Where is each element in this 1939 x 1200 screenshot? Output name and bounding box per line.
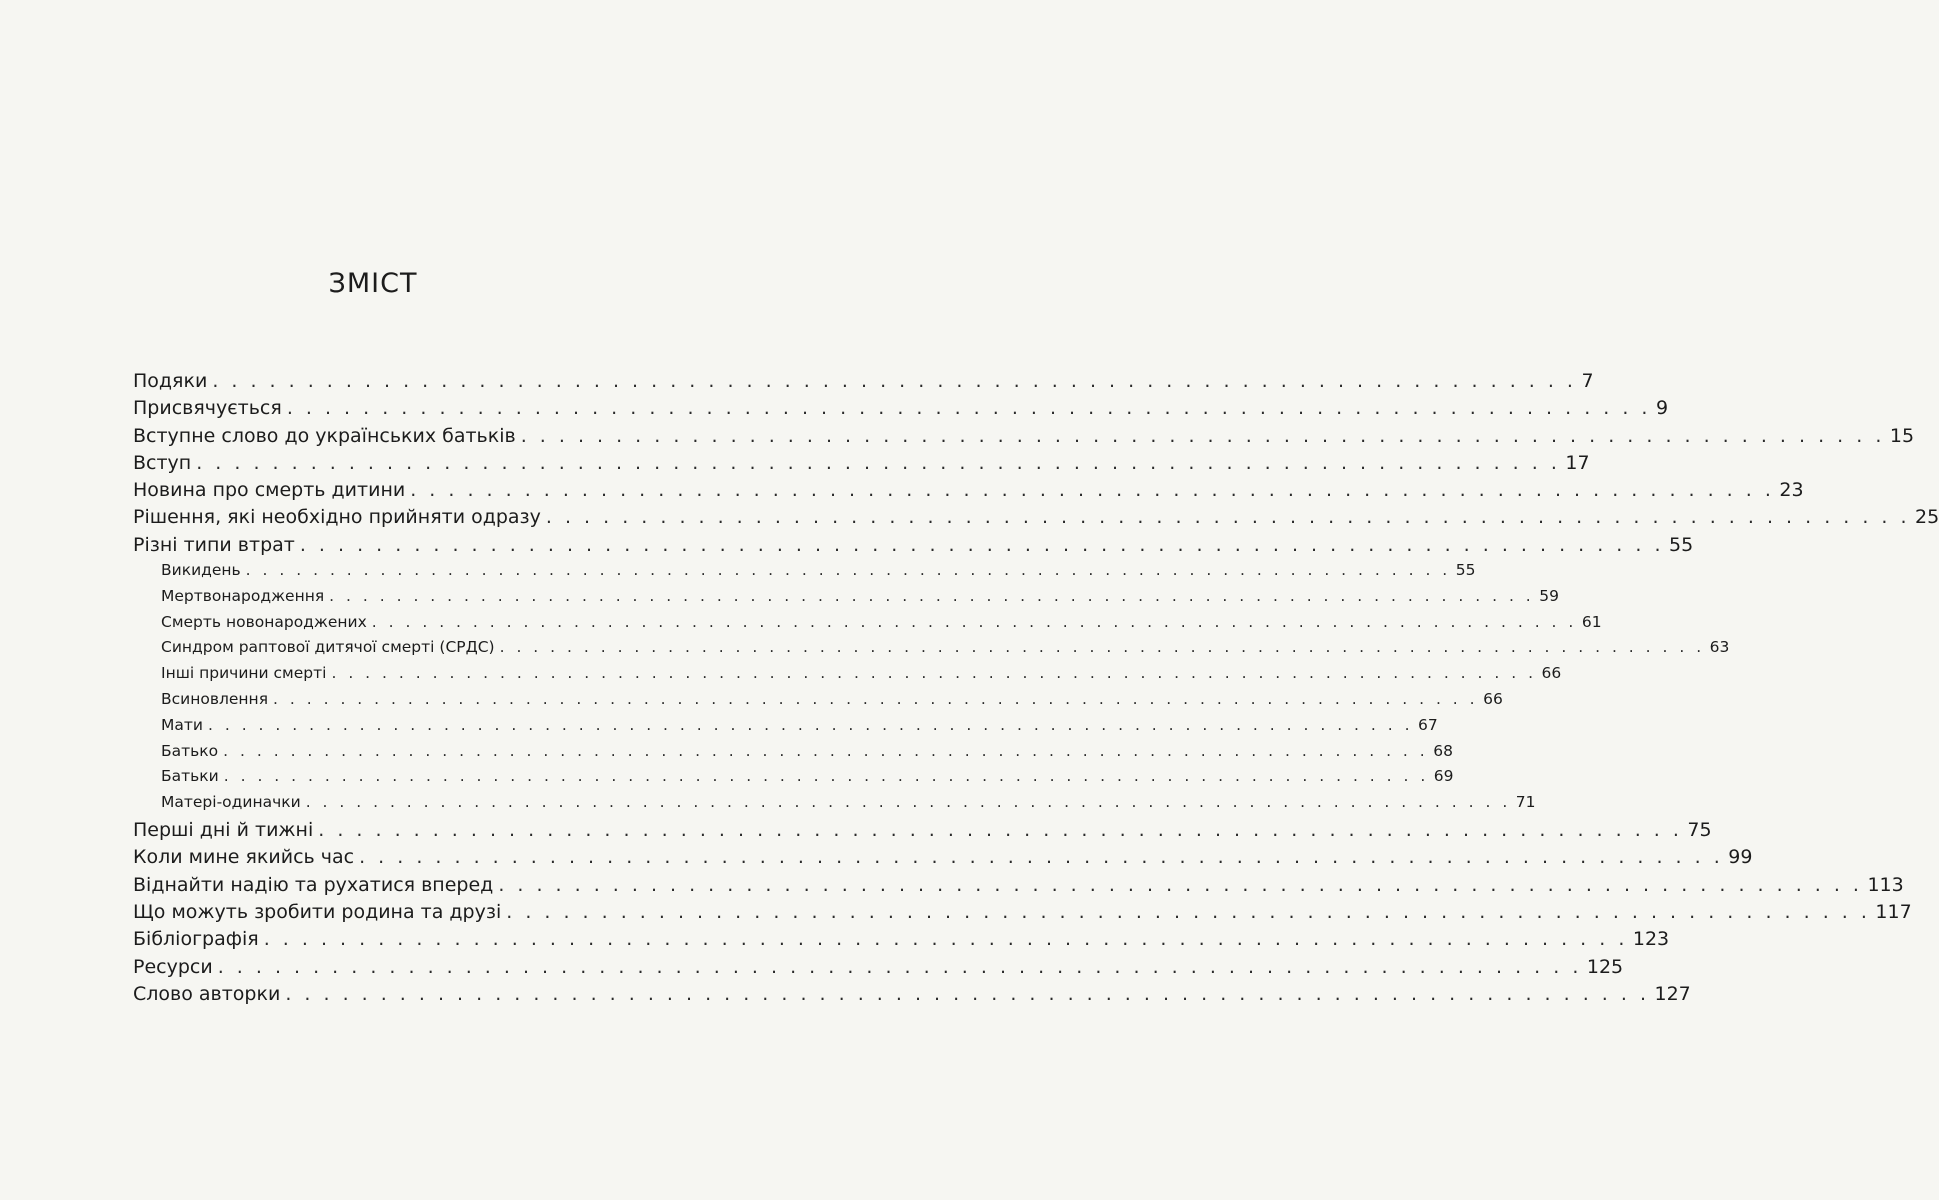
toc-entry-page-number: 63 (1709, 638, 1730, 657)
toc-entry-page-number: 55 (1455, 561, 1476, 580)
toc-entry-page-number: 123 (1632, 928, 1670, 951)
toc-subentry (133, 561, 1476, 587)
toc-entry-label: Коли мине якийсь час (133, 846, 355, 869)
toc-entry-label: Вступне слово до українських батьків (133, 424, 516, 447)
toc-subentry (133, 715, 1438, 742)
toc-entry (133, 533, 1694, 561)
toc-entry (133, 397, 1669, 424)
toc-entry-page-number: 66 (1483, 690, 1503, 709)
toc-entry-page-number: 125 (1586, 955, 1624, 978)
toc-entry (133, 982, 1691, 1010)
toc-entry-page-number: 9 (1655, 397, 1669, 420)
toc-entry-label: Подяки (133, 370, 208, 392)
toc-entry-page-number: 99 (1728, 846, 1753, 869)
toc-entry-label: Що можуть зробити родина та друзі (133, 900, 502, 923)
toc-entry-label: Перші дні й тижні (133, 819, 314, 842)
toc-entry-label: Викидень (161, 561, 241, 580)
toc-entry-label: Всиновлення (161, 690, 269, 709)
dot-leader: . . . . . . . . . . . . . . . . . . . . . . . . . . . . . . . . . . . . . . . . . . . . . . . . . . . . . . . . . . . . . . . . . . . . . . . . (196, 451, 1561, 474)
toc-entry-page-number: 61 (1581, 612, 1602, 631)
dot-leader: . . . . . . . . . . . . . . . . . . . . . . . . . . . . . . . . . . . . . . . . . . . . . . . . . . . . . . . . . . . . . . . . . . . . . . . . (223, 767, 1429, 786)
dot-leader: . . . . . . . . . . . . . . . . . . . . . . . . . . . . . . . . . . . . . . . . . . . . . . . . . . . . . . . . . . . . . . . . . . . . . . . . (359, 846, 1724, 869)
dot-leader: . . . . . . . . . . . . . . . . . . . . . . . . . . . . . . . . . . . . . . . . . . . . . . . . . . . . . . . . . . . . . . . . . . . . . . . . (331, 664, 1537, 683)
toc-entry-label: Різні типи втрат (133, 533, 295, 556)
toc-entry-page-number: 59 (1539, 586, 1559, 605)
toc-entry-label: Батько (161, 741, 219, 760)
dot-leader: . . . . . . . . . . . . . . . . . . . . . . . . . . . . . . . . . . . . . . . . . . . . . . . . . . . . . . . . . . . . . . . . . . . . . . . . (273, 690, 1479, 709)
toc-subentry (133, 793, 1536, 819)
toc-entry-page-number: 113 (1867, 873, 1904, 896)
toc-entry-label: Мати (161, 715, 203, 734)
dot-leader: . . . . . . . . . . . . . . . . . . . . . . . . . . . . . . . . . . . . . . . . . . . . . . . . . . . . . . . . . . . . . . . . . . . . . . . . (371, 612, 1577, 631)
toc-entry-label: Смерть новонароджених (161, 612, 367, 631)
toc-entry (133, 424, 1915, 452)
dot-leader: . . . . . . . . . . . . . . . . . . . . . . . . . . . . . . . . . . . . . . . . . . . . . . . . . . . . . . . . . . . . . . . . . . . . . . . . (245, 561, 1451, 580)
dot-leader: . . . . . . . . . . . . . . . . . . . . . . . . . . . . . . . . . . . . . . . . . . . . . . . . . . . . . . . . . . . . . . . . . . . . . . . . (498, 873, 1863, 896)
toc-entry-page-number: 71 (1515, 793, 1536, 812)
page-title: ЗМІСТ (328, 268, 418, 299)
toc-entry-label: Ресурси (133, 955, 213, 978)
toc-entry-label: Присвячується (133, 397, 282, 420)
dot-leader: . . . . . . . . . . . . . . . . . . . . . . . . . . . . . . . . . . . . . . . . . . . . . . . . . . . . . . . . . . . . . . . . . . . . . . . . (223, 741, 1429, 760)
toc-subentry (133, 612, 1602, 639)
toc-entry-label: Інші причини смерті (161, 664, 327, 683)
dot-leader: . . . . . . . . . . . . . . . . . . . . . . . . . . . . . . . . . . . . . . . . . . . . . . . . . . . . . . . . . . . . . . . . . . . . . . . . (299, 533, 1664, 556)
toc-entry-label: Батьки (161, 767, 219, 786)
toc-subentry (133, 767, 1454, 793)
dot-leader: . . . . . . . . . . . . . . . . . . . . . . . . . . . . . . . . . . . . . . . . . . . . . . . . . . . . . . . . . . . . . . . . . . . . . . . . (520, 424, 1885, 447)
toc-entry (133, 928, 1670, 955)
toc-entry (133, 479, 1804, 506)
toc-entry (133, 451, 1590, 479)
table-of-contents (133, 370, 1939, 1010)
dot-leader: . . . . . . . . . . . . . . . . . . . . . . . . . . . . . . . . . . . . . . . . . . . . . . . . . . . . . . . . . . . . . . . . . . . . . . . . (263, 928, 1628, 951)
toc-entry (133, 846, 1753, 873)
toc-entry-page-number: 17 (1565, 451, 1590, 474)
toc-entry-label: Рішення, які необхідно прийняти одразу (133, 506, 541, 529)
toc-entry-page-number: 15 (1889, 424, 1915, 447)
toc-entry (133, 819, 1712, 846)
toc-subentry (133, 690, 1503, 716)
toc-entry-label: Віднайти надію та рухатися вперед (133, 873, 494, 896)
toc-entry-label: Матері-одиначки (161, 793, 301, 812)
dot-leader: . . . . . . . . . . . . . . . . . . . . . . . . . . . . . . . . . . . . . . . . . . . . . . . . . . . . . . . . . . . . . . . . . . . . . . . . (499, 638, 1705, 657)
dot-leader: . . . . . . . . . . . . . . . . . . . . . . . . . . . . . . . . . . . . . . . . . . . . . . . . . . . . . . . . . . . . . . . . . . . . . . . . (506, 900, 1871, 923)
dot-leader: . . . . . . . . . . . . . . . . . . . . . . . . . . . . . . . . . . . . . . . . . . . . . . . . . . . . . . . . . . . . . . . . . . . . . . . . (410, 479, 1775, 502)
toc-subentry (133, 638, 1730, 664)
toc-entry-label: Новина про смерть дитини (133, 479, 406, 502)
toc-entry-page-number: 66 (1541, 664, 1562, 683)
dot-leader: . . . . . . . . . . . . . . . . . . . . . . . . . . . . . . . . . . . . . . . . . . . . . . . . . . . . . . . . . . . . . . . . . . . . . . . . (305, 793, 1511, 812)
dot-leader: . . . . . . . . . . . . . . . . . . . . . . . . . . . . . . . . . . . . . . . . . . . . . . . . . . . . . . . . . . . . . . . . . . . . . . . . (207, 715, 1414, 734)
toc-entry-page-number: 23 (1779, 479, 1804, 502)
dot-leader: . . . . . . . . . . . . . . . . . . . . . . . . . . . . . . . . . . . . . . . . . . . . . . . . . . . . . . . . . . . . . . . . . . . . . . . . (329, 586, 1535, 605)
toc-entry-page-number: 55 (1669, 533, 1694, 556)
dot-leader: . . . . . . . . . . . . . . . . . . . . . . . . . . . . . . . . . . . . . . . . . . . . . . . . . . . . . . . . . . . . . . . . . . . . . . . . (545, 506, 1911, 529)
toc-entry (133, 900, 1912, 928)
toc-entry (133, 955, 1624, 983)
toc-entry-page-number: 7 (1581, 370, 1594, 392)
toc-entry-page-number: 67 (1418, 715, 1438, 734)
dot-leader: . . . . . . . . . . . . . . . . . . . . . . . . . . . . . . . . . . . . . . . . . . . . . . . . . . . . . . . . . . . . . . . . . . . . . . . . (212, 370, 1577, 392)
toc-entry (133, 506, 1939, 533)
toc-entry-page-number: 68 (1433, 741, 1453, 760)
toc-entry-page-number: 117 (1875, 900, 1912, 923)
toc-entry-page-number: 127 (1654, 982, 1691, 1005)
toc-subentry (133, 741, 1453, 768)
toc-subentry (133, 664, 1562, 690)
toc-entry-page-number: 69 (1433, 767, 1454, 786)
dot-leader: . . . . . . . . . . . . . . . . . . . . . . . . . . . . . . . . . . . . . . . . . . . . . . . . . . . . . . . . . . . . . . . . . . . . . . . . (286, 397, 1651, 420)
toc-subentry (133, 586, 1559, 613)
dot-leader: . . . . . . . . . . . . . . . . . . . . . . . . . . . . . . . . . . . . . . . . . . . . . . . . . . . . . . . . . . . . . . . . . . . . . . . . (318, 819, 1683, 842)
toc-entry-label: Мертвонародження (161, 586, 325, 605)
toc-entry-label: Вступ (133, 451, 192, 474)
toc-entry-label: Синдром раптової дитячої смерті (СРДС) (161, 638, 495, 657)
toc-entry-page-number: 25 (1915, 506, 1939, 529)
dot-leader: . . . . . . . . . . . . . . . . . . . . . . . . . . . . . . . . . . . . . . . . . . . . . . . . . . . . . . . . . . . . . . . . . . . . . . . . (217, 955, 1582, 978)
dot-leader: . . . . . . . . . . . . . . . . . . . . . . . . . . . . . . . . . . . . . . . . . . . . . . . . . . . . . . . . . . . . . . . . . . . . . . . . (285, 982, 1650, 1005)
toc-entry (133, 370, 1594, 397)
toc-entry-label: Слово авторки (133, 982, 281, 1005)
toc-entry (133, 873, 1904, 901)
toc-entry-label: Бібліографія (133, 928, 259, 951)
toc-entry-page-number: 75 (1687, 819, 1712, 842)
